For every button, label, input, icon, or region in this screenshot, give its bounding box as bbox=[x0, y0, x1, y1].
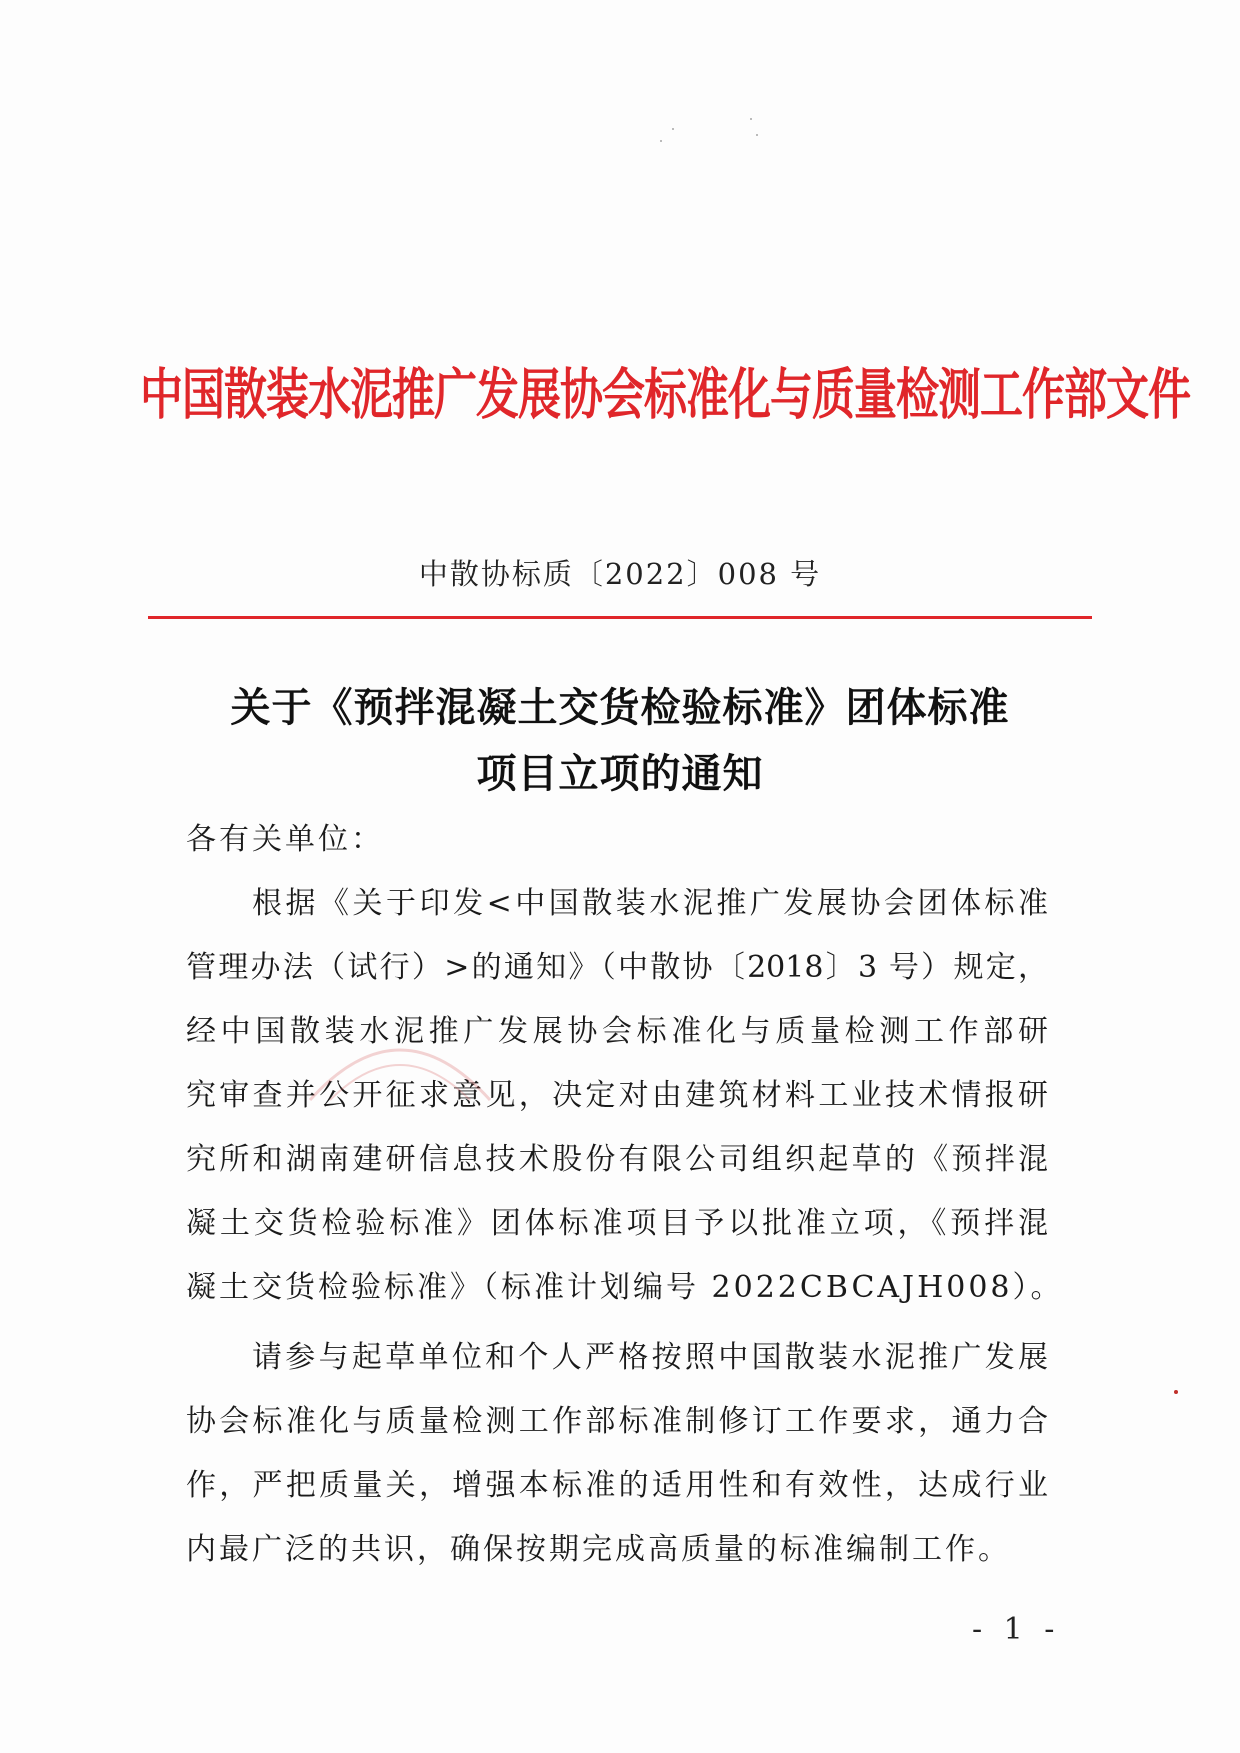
scan-speck bbox=[750, 118, 752, 120]
paragraph-2-line: 请参与起草单位和个人严格按照中国散装水泥推广发展 bbox=[252, 1340, 1048, 1375]
paragraph-1-line: 经中国散装水泥推广发展协会标准化与质量检测工作部研 bbox=[186, 1014, 1048, 1049]
paragraph-1-line: 根据《关于印发<中国散装水泥推广发展协会团体标准 bbox=[252, 886, 1048, 921]
scan-speck bbox=[1174, 1390, 1178, 1394]
scan-speck bbox=[756, 134, 758, 136]
notice-title-line-1: 关于《预拌混凝土交货检验标准》团体标准 bbox=[230, 685, 1010, 731]
paragraph-1-line: 究审查并公开征求意见，决定对由建筑材料工业技术情报研 bbox=[186, 1078, 1048, 1113]
notice-title-line-2: 项目立项的通知 bbox=[476, 751, 764, 797]
red-divider-line bbox=[148, 616, 1092, 619]
paragraph-2-line: 作，严把质量关，增强本标准的适用性和有效性，达成行业 bbox=[186, 1468, 1048, 1503]
paragraph-1-line: 管理办法（试行）>的通知》（中散协〔2018〕3 号）规定， bbox=[186, 950, 1048, 985]
paragraph-2-line: 协会标准化与质量检测工作部标准制修订工作要求，通力合 bbox=[186, 1404, 1048, 1439]
page-number: - 1 - bbox=[972, 1612, 1061, 1647]
issuing-organization-header: 中国散装水泥推广发展协会标准化与质量检测工作部文件 bbox=[140, 363, 1190, 428]
paragraph-1-line: 凝土交货检验标准》（标准计划编号 2022CBCAJH008）。 bbox=[186, 1270, 1064, 1305]
paragraph-1-line: 凝土交货检验标准》团体标准项目予以批准立项，《预拌混 bbox=[186, 1206, 1048, 1241]
salutation: 各有关单位： bbox=[186, 822, 384, 857]
document-number: 中散协标质〔2022〕008 号 bbox=[418, 557, 822, 591]
scan-speck bbox=[660, 140, 662, 142]
paragraph-2-line: 内最广泛的共识，确保按期完成高质量的标准编制工作。 bbox=[186, 1532, 1011, 1567]
faint-seal-mark bbox=[300, 1020, 500, 1110]
paragraph-1-line: 究所和湖南建研信息技术股份有限公司组织起草的《预拌混 bbox=[186, 1142, 1048, 1177]
scan-speck bbox=[672, 128, 674, 130]
